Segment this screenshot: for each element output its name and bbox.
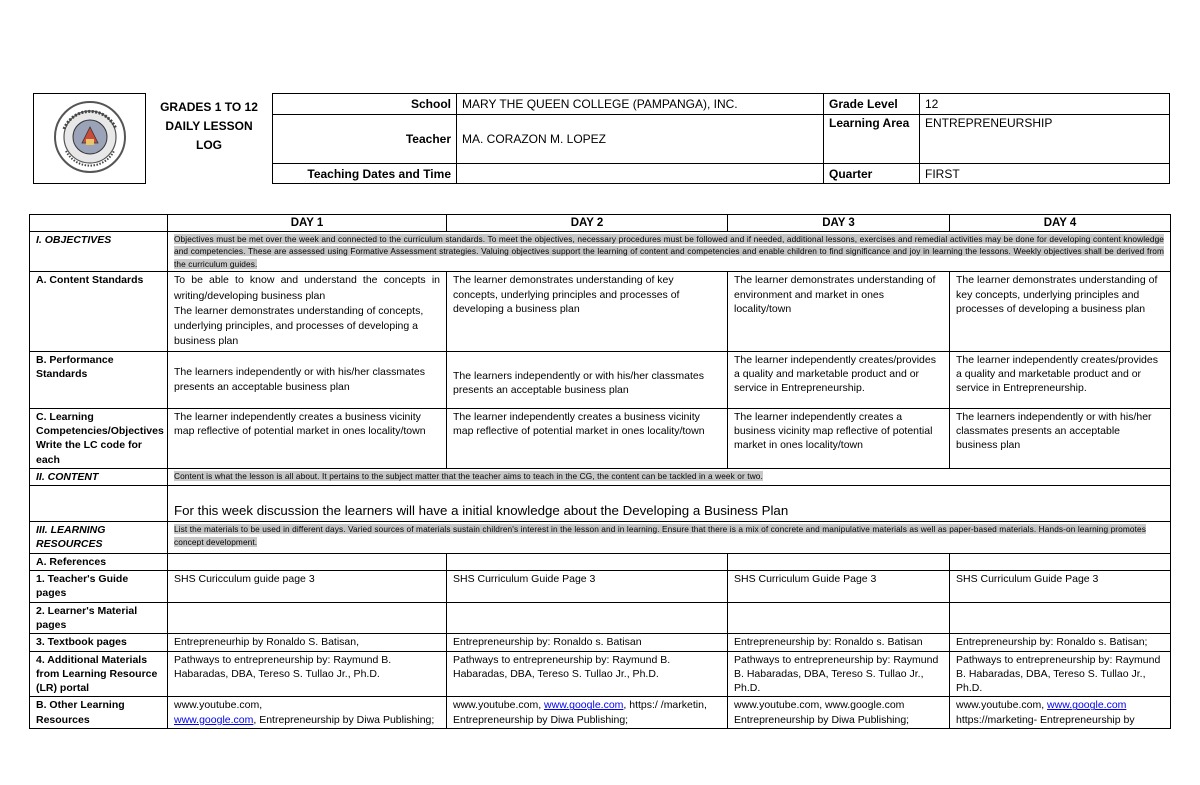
other-day1-text-a: www.youtube.com, xyxy=(174,699,263,712)
content-label: II. CONTENT xyxy=(30,468,168,485)
school-value: MARY THE QUEEN COLLEGE (PAMPANGA), INC. xyxy=(457,94,824,115)
content-standards-day4: The learner demonstrates understanding of key concepts, underlying principles and processes of developing a business plan xyxy=(950,272,1171,351)
teaching-dates-value xyxy=(457,164,824,184)
learners-material-label: 2. Learner's Material pages xyxy=(30,602,168,634)
competencies-day2: The learner independently creates a business vicinity map reflective of potential market in ones locality/town xyxy=(447,408,728,468)
school-label: School xyxy=(273,94,457,115)
competencies-label: C. Learning Competencies/Objectives Write the LC code for each xyxy=(30,408,168,468)
other-resources-day4 xyxy=(950,697,1171,729)
references-day4 xyxy=(950,553,1171,570)
other-resources-day2 xyxy=(447,697,728,729)
deped-seal-icon xyxy=(42,99,138,175)
corner-cell xyxy=(30,215,168,232)
header-table xyxy=(33,93,1170,184)
objectives-note-text: Objectives must be met over the week and connected to the curriculum standards. To meet the objectives, necessary procedures must be followed and if needed, additional lessons, exercises and remedial activities may be done for developing content knowledge and competencies. These are assessed using Formative Assessment strategies. Valuing objectives support the learning of content and competencies and enable children to find significance and joy in learning the lessons. Weekly objectives shall be derived from the curriculum guides. xyxy=(174,234,1164,269)
day-4-header: DAY 4 xyxy=(950,215,1171,232)
performance-standards-day2: The learners independently or with his/her classmates presents an acceptable business plan xyxy=(447,351,728,408)
textbook-day3: Entrepreneurship by: Ronaldo s. Batisan xyxy=(728,634,950,651)
other-day2-text-a: www.youtube.com, xyxy=(453,699,545,712)
content-note-text: Content is what the lesson is all about. It pertains to the subject matter that the teacher aims to teach in the CG, the content can be tackled in a week or two. xyxy=(174,470,763,481)
additional-materials-label: 4. Additional Materials from Learning Resource (LR) portal xyxy=(30,651,168,697)
title-daily-lesson-log: DAILY LESSON LOG xyxy=(165,118,253,152)
content-standards-day1-a: To be able to know and understand the concepts in writing/developing business plan xyxy=(174,274,440,302)
content-standards-day1 xyxy=(168,272,447,351)
quarter-label: Quarter xyxy=(824,164,920,184)
teacher-value: MA. CORAZON M. LOPEZ xyxy=(457,115,824,164)
performance-standards-label: B. Performance Standards xyxy=(30,351,168,408)
weekly-discussion: For this week discussion the learners will have a initial knowledge about the Developing a Business Plan xyxy=(168,486,1171,522)
log-title xyxy=(146,94,273,164)
teachers-guide-day1: SHS Curicculum guide page 3 xyxy=(168,571,447,603)
references-day3 xyxy=(728,553,950,570)
teaching-dates-label: Teaching Dates and Time xyxy=(273,164,457,184)
quarter-value: FIRST xyxy=(920,164,1170,184)
other-day4-text-b: https://marketing- Entrepreneurship by xyxy=(956,713,1135,726)
additional-materials-day4: Pathways to entrepreneurship by: Raymund B. Habaradas, DBA, Tereso S. Tullao Jr., Ph.D. xyxy=(950,651,1171,697)
performance-standards-day4: The learner independently creates/provides a quality and marketable product and or service in Entrepreneurship. xyxy=(950,351,1171,408)
grade-level-value: 12 xyxy=(920,94,1170,115)
teachers-guide-label: 1. Teacher's Guide pages xyxy=(30,571,168,603)
day-3-header: DAY 3 xyxy=(728,215,950,232)
lesson-log-table xyxy=(29,214,1171,729)
references-day2 xyxy=(447,553,728,570)
google-link-day2[interactable]: www.google.com xyxy=(544,699,624,712)
discussion-spacer xyxy=(30,486,168,522)
learners-material-day3 xyxy=(728,602,950,634)
learners-material-day2 xyxy=(447,602,728,634)
teacher-label: Teacher xyxy=(273,115,457,164)
teachers-guide-day3: SHS Curriculum Guide Page 3 xyxy=(728,571,950,603)
references-day1 xyxy=(168,553,447,570)
title-grades: GRADES 1 TO 12 xyxy=(160,99,258,114)
competencies-day3: The learner independently creates a business vicinity map reflective of potential market in ones locality/town xyxy=(728,408,950,468)
day-1-header: DAY 1 xyxy=(168,215,447,232)
learning-resources-note xyxy=(168,522,1171,554)
other-resources-label: B. Other Learning Resources xyxy=(30,697,168,729)
content-note xyxy=(168,468,1171,485)
other-day4-text-a: www.youtube.com, xyxy=(956,699,1048,712)
additional-materials-day3: Pathways to entrepreneurship by: Raymund B. Habaradas, DBA, Tereso S. Tullao Jr., Ph.D. xyxy=(728,651,950,697)
grade-level-label: Grade Level xyxy=(824,94,920,115)
textbook-day2: Entrepreneurship by: Ronaldo s. Batisan xyxy=(447,634,728,651)
textbook-label: 3. Textbook pages xyxy=(30,634,168,651)
objectives-label: I. OBJECTIVES xyxy=(30,232,168,272)
learners-material-day1 xyxy=(168,602,447,634)
google-link-day4[interactable]: www.google.com xyxy=(1047,699,1127,712)
teachers-guide-day2: SHS Curriculum Guide Page 3 xyxy=(447,571,728,603)
other-day1-text-b: , Entrepreneurship by Diwa Publishing; xyxy=(253,713,435,726)
content-standards-day2: The learner demonstrates understanding of key concepts, underlying principles and processes of developing a business plan xyxy=(447,272,728,351)
performance-standards-day3: The learner independently creates/provides a quality and marketable product and or service in Entrepreneurship. xyxy=(728,351,950,408)
content-standards-day1-b: The learner demonstrates understanding of concepts, underlying principles, and processes of developing a business plan xyxy=(174,304,424,348)
other-day2-text-b: , https:/ /marketin, Entrepreneurship by Diwa Publishing; xyxy=(453,699,707,726)
references-label: A. References xyxy=(30,553,168,570)
learning-resources-note-text: List the materials to be used in different days. Varied sources of materials sustain children's interest in the lesson and in learning. Ensure that there is a mix of concrete and manipulative materials as well as paper-based materials. Hands-on learning promotes concept development. xyxy=(174,524,1146,547)
title-spacer xyxy=(146,164,273,184)
competencies-day4: The learners independently or with his/her classmates presents an acceptable business plan xyxy=(950,408,1171,468)
learners-material-day4 xyxy=(950,602,1171,634)
learning-area-label: Learning Area xyxy=(824,115,920,164)
textbook-day4: Entrepreneurship by: Ronaldo s. Batisan; xyxy=(950,634,1171,651)
other-resources-day3: www.youtube.com, www.google.com Entrepreneurship by Diwa Publishing; xyxy=(728,697,950,729)
learning-area-value: ENTREPRENEURSHIP xyxy=(920,115,1170,164)
performance-standards-day1: The learners independently or with his/her classmates presents an acceptable business plan xyxy=(168,351,447,408)
day-2-header: DAY 2 xyxy=(447,215,728,232)
content-standards-label: A. Content Standards xyxy=(30,272,168,351)
objectives-note xyxy=(168,232,1171,272)
teachers-guide-day4: SHS Curriculum Guide Page 3 xyxy=(950,571,1171,603)
google-link-day1[interactable]: www.google.com xyxy=(174,713,254,726)
textbook-day1: Entrepreneurhip by Ronaldo S. Batisan, xyxy=(168,634,447,651)
learning-resources-label: III. LEARNING RESOURCES xyxy=(30,522,168,554)
other-resources-day1 xyxy=(168,697,447,729)
additional-materials-day1: Pathways to entrepreneurship by: Raymund B. Habaradas, DBA, Tereso S. Tullao Jr., Ph.D. xyxy=(168,651,447,697)
additional-materials-day2: Pathways to entrepreneurship by: Raymund B. Habaradas, DBA, Tereso S. Tullao Jr., Ph.D. xyxy=(447,651,728,697)
competencies-day1: The learner independently creates a business vicinity map reflective of potential market in ones locality/town xyxy=(168,408,447,468)
content-standards-day3: The learner demonstrates understanding of environment and market in ones locality/town xyxy=(728,272,950,351)
deped-seal xyxy=(34,94,146,184)
